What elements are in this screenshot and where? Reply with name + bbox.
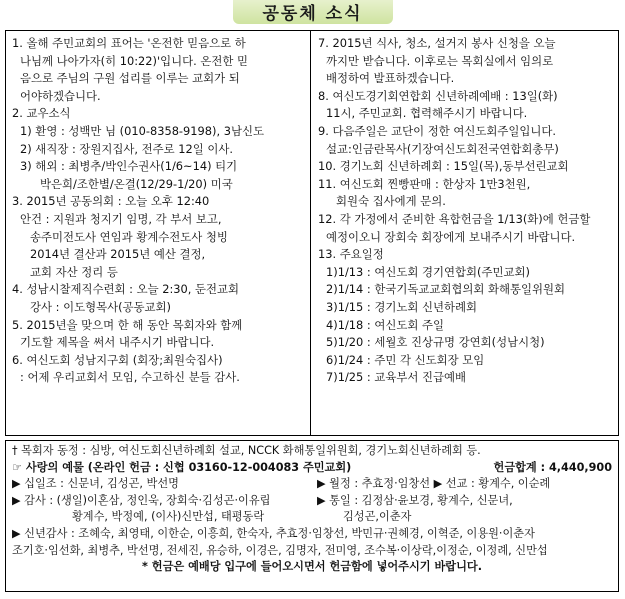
notice-line: 1) 환영 : 성백만 님 (010-8358-9198), 3남신도 (20, 123, 264, 138)
notice-line: 배정하여 발표하겠습니다. (326, 71, 455, 86)
notice-line: 회원숙 집사에게 문의. (336, 194, 446, 209)
notice-line: 2. 교우소식 (12, 106, 71, 121)
notice-line: 10. 경기노회 신년하례회 : 15일(목),동부선린교회 (318, 159, 569, 174)
offering-row (12, 493, 612, 510)
offering-right: ▶ 통일 : 김정삼·윤보경, 황계수, 신문녀, (317, 493, 513, 507)
newyear-offering: ▶ 신년감사 : 조혜숙, 최영태, 이한순, 이흥희, 한숙자, 추효정·임창선, 박민규·권혜경, 이혁준, 이용원·이춘자 (12, 526, 535, 540)
offering-total: 헌금합계 : 4,440,900 (493, 460, 612, 474)
schedule-item: 4)1/18 : 여신도회 주일 (326, 317, 444, 332)
notice-line: 5. 2015년을 맞으며 한 해 동안 목회자와 함께 (12, 317, 243, 332)
schedule-item: 5)1/20 : 세월호 진상규명 강연회(성남시청) (326, 335, 545, 350)
notice-line: 6. 여신도회 성남지구회 (회장;최원숙집사) (12, 352, 223, 367)
notice-line: 2) 새직장 : 장원지집사, 전주로 12일 이사. (20, 141, 234, 156)
offering-box (5, 440, 619, 592)
offering-row (12, 509, 612, 526)
notice-line: 까지만 받습니다. 이후로는 목회실에서 임의로 (326, 53, 554, 68)
offering-footnote: * 헌금은 예배당 입구에 들어오시면서 헌금함에 넣어주시기 바랍니다. (142, 560, 482, 574)
schedule-item: 6)1/24 : 주민 각 신도회장 모임 (326, 352, 485, 367)
notice-line: 기도할 제목을 써서 내주시기 바랍니다. (20, 335, 215, 350)
offering-right: ▶ 월정 : 추효정·임창선 ▶ 선교 : 황계수, 이순례 (317, 477, 551, 491)
header (0, 0, 625, 30)
schedule-item: 1)1/13 : 여신도회 경기연합회(주민교회) (326, 264, 530, 279)
notice-line: 3) 해외 : 최병추/박인수권사(1/6~14) 티기 (20, 159, 238, 174)
notice-line: 11시, 주민교회. 협력해주시기 바랍니다. (326, 106, 528, 121)
notice-line: 어야하겠습니다. (20, 88, 101, 103)
notice-line: 안건 : 지원과 청지기 임명, 각 부서 보고, (20, 211, 222, 226)
schedule-item: 3)1/15 : 경기노회 신년하례회 (326, 299, 478, 314)
notice-left-column (6, 31, 311, 435)
notice-line: : 어제 우리교회서 모임, 수고하신 분들 감사. (20, 370, 240, 385)
schedule-item: 2)1/14 : 한국기독교교회협의회 화해통일위원회 (326, 282, 566, 297)
notice-line: 2014년 결산과 2015년 예산 결정, (30, 247, 206, 262)
pastor-activity: † 목회자 동정 : 심방, 여신도회신년하례회 설교, NCCK 화해통일위원회, 경기노회신년하례회 등. (12, 444, 481, 457)
notice-line: 예정이오니 장회숙 회장에게 보내주시기 바랍니다. (326, 229, 576, 244)
notice-line: 교회 자산 정리 등 (30, 264, 118, 279)
notice-right-column (311, 31, 618, 435)
offering-right: 김성곤,이춘자 (343, 510, 412, 524)
notice-line: 3. 2015년 공동의회 : 오늘 오후 12:40 (12, 194, 210, 209)
offering-title: ☞ 사랑의 예물 (온라인 헌금 : 신협 03160-12-004083 주민교회) (12, 460, 352, 474)
offering-left: ▶ 감사 : (생일)이혼삼, 정인욱, 장회숙·김성곤·이유립 (12, 493, 271, 507)
notice-line: 음으로 주님의 구원 섭리를 이루는 교회가 되 (20, 71, 240, 86)
notice-line: 7. 2015년 식사, 청소, 설거지 봉사 신청을 오늘 (318, 36, 556, 50)
notice-line: 박은희/조한별/온결(12/29-1/20) 미국 (40, 176, 233, 191)
offering-left: ▶ 십일조 : 신문녀, 김성곤, 박선명 (12, 477, 179, 491)
notice-line: 강사 : 이도형목사(공동교회) (30, 299, 172, 314)
notice-line: 12. 각 가정에서 준비한 욕합헌금을 1/13(화)에 헌금할 (318, 211, 591, 226)
offering-left: 황계수, 박정예, (이사)신만섭, 태평동락 (72, 510, 265, 524)
newyear-offering-cont: 조기호·임선화, 최병추, 박선명, 전세진, 유승하, 이경은, 김명자, 전미영, 조수복·이상락,이정순, 이정례, 신만섭 (12, 543, 548, 557)
notice-line: 나님께 나아가자(히 10:22)'입니다. 온전한 믿 (20, 53, 248, 68)
notice-line: 1. 올해 주민교회의 표어는 '온전한 믿음으로 하 (12, 36, 246, 50)
notice-line: 9. 다음주일은 교단이 정한 여신도회주일입니다. (318, 123, 557, 138)
notice-line: 4. 성남시찰제직수련회 : 오늘 2:30, 둔전교회 (12, 282, 240, 297)
offering-header (12, 460, 612, 477)
notice-line: 8. 여신도경기회연합회 신년하례예배 : 13일(화) (318, 88, 558, 103)
offering-row (12, 476, 612, 493)
notice-box (5, 30, 619, 436)
notice-line: 송주미전도사 연임과 황계수전도사 청빙 (30, 229, 228, 244)
schedule-item: 7)1/25 : 교육부서 진급예배 (326, 370, 466, 385)
page-title: 공동체 소식 (233, 0, 393, 24)
notice-line: 설교:인금란목사(기장여신도회전국연합회총무) (326, 141, 559, 156)
notice-line: 13. 주요일정 (318, 247, 384, 262)
notice-line: 11. 여신도회 찐빵판매 : 한상자 1만3천원, (318, 176, 531, 191)
